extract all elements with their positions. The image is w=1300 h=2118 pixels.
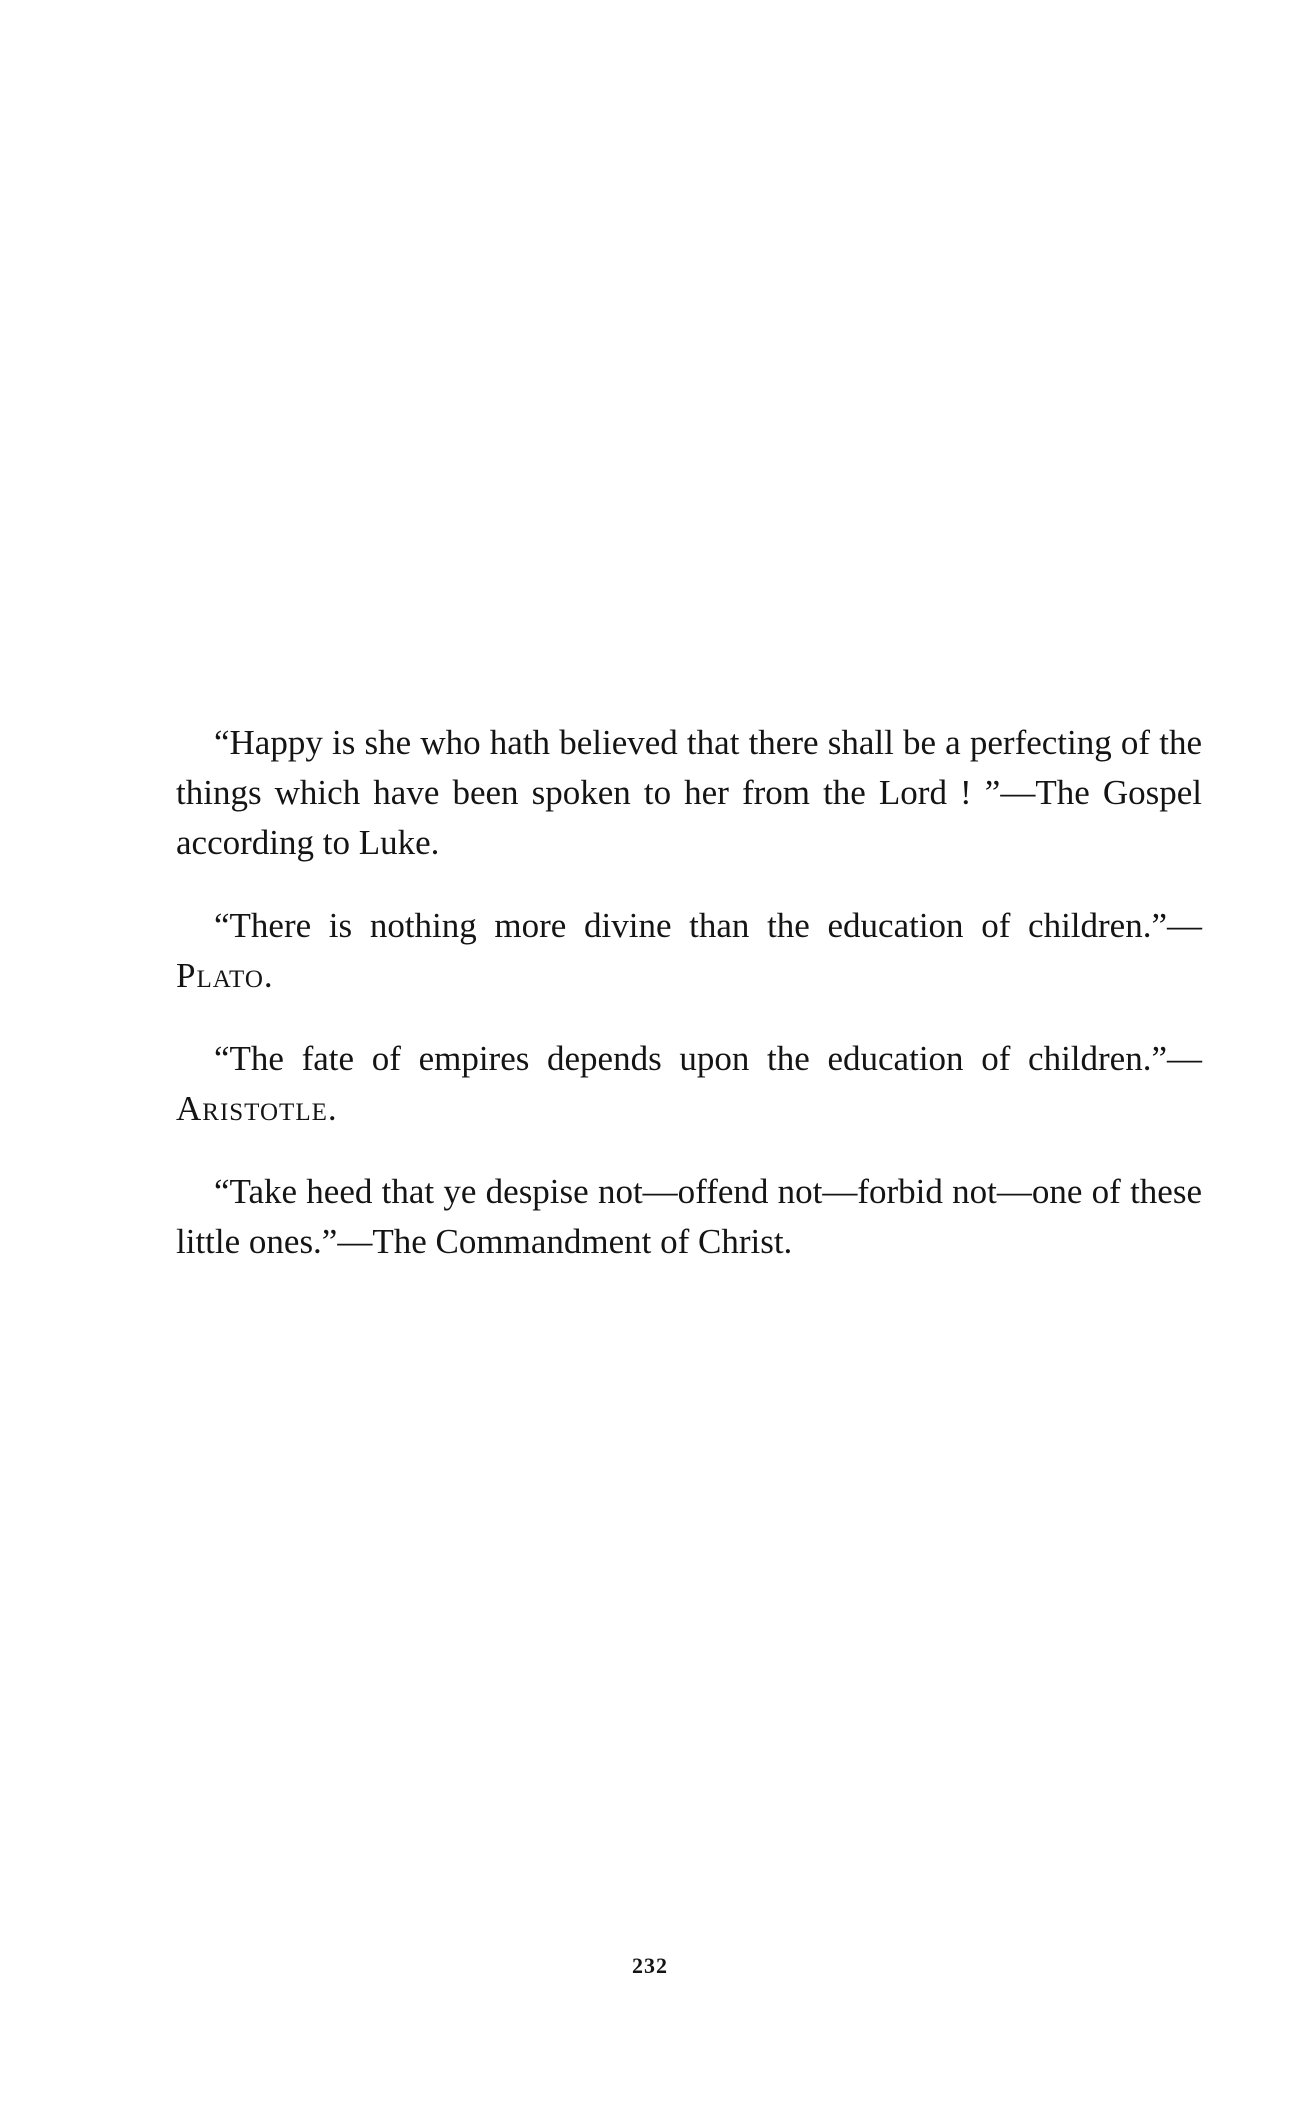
- quote-text: “Take heed that ye despise not—offend not—forbid not—one of these little ones.”—: [176, 1172, 1202, 1261]
- quote-attribution: Aristotle.: [176, 1089, 338, 1128]
- epigraph-block: [176, 718, 1202, 1300]
- epigraph-aristotle: [176, 1034, 1202, 1134]
- epigraph-luke: [176, 718, 1202, 868]
- epigraph-plato: [176, 901, 1202, 1001]
- quote-text: “There is nothing more divine than the education of children.”—: [214, 906, 1202, 945]
- quote-attribution: Plato.: [176, 956, 274, 995]
- quote-attribution: The Commandment of Christ.: [372, 1222, 793, 1261]
- quote-text: “The fate of empires depends upon the education of children.”—: [214, 1039, 1202, 1078]
- quote-text: “Happy is she who hath believed that there shall be a perfecting of the things which have been spoken to her from the Lord ! ”—: [176, 723, 1202, 812]
- page-number: 232: [632, 1953, 668, 1978]
- quote-attribution: The Gospel according to Luke.: [176, 773, 1202, 862]
- epigraph-christ: [176, 1167, 1202, 1267]
